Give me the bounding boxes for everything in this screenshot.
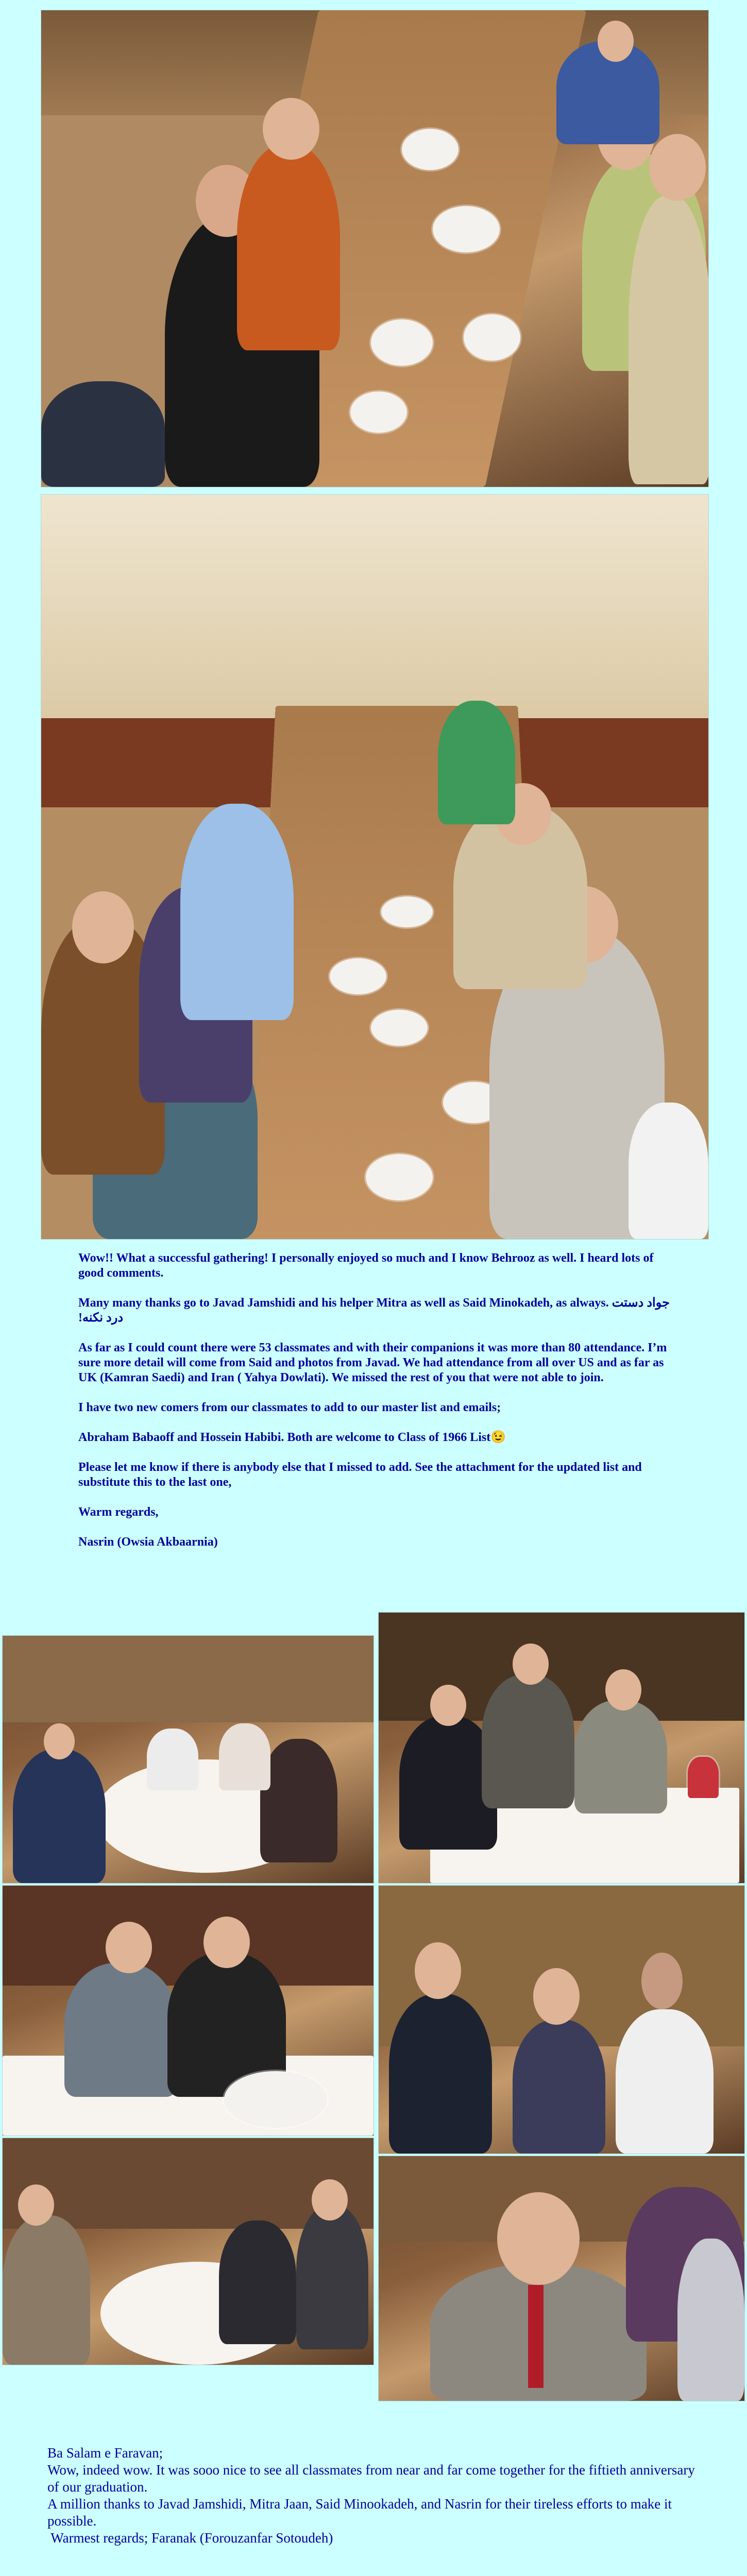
- photo-long-table-full: [41, 495, 708, 1239]
- closing-line-3: A million thanks to Javad Jamshidi, Mitra Jaan, Said Minookadeh, and Nasrin for their tireless efforts to make it possible.: [47, 2496, 672, 2529]
- photo-round-table-group: [3, 1636, 374, 1883]
- letter-body: [78, 1251, 681, 1550]
- closing-greeting: Ba Salam e Faravan;: [47, 2445, 163, 2461]
- letter-paragraph-4: I have two new comers from our classmates to add to our master list and emails;: [78, 1401, 501, 1414]
- letter-paragraph-6: Please let me know if there is anybody else that I missed to add. See the attachment for the updated list and substitute this to the last one,: [78, 1461, 642, 1489]
- letter-paragraph-2: Many many thanks go to Javad Jamshidi and his helper Mitra as well as Said Minokadeh, as always.: [78, 1296, 609, 1310]
- closing-message: [47, 2445, 702, 2547]
- photo-couple-toast: [3, 1886, 374, 2136]
- closing-signature: Warmest regards; Faranak (Forouzanfar Sotoudeh): [47, 2530, 333, 2546]
- photo-table-seated: [3, 2138, 374, 2365]
- closing-line-2: Wow, indeed wow. It was sooo nice to see all classmates from near and far come together for the fiftieth anniversary of our graduation.: [47, 2462, 695, 2495]
- photo-standing-men: [379, 1613, 744, 1883]
- letter-persian-thanks: جواد دستت درد نکنه!: [78, 1296, 670, 1325]
- photo-long-table-ladies: [41, 10, 708, 487]
- letter-signature: Nasrin (Owsia Akbaarnia): [78, 1535, 218, 1549]
- letter-closing: Warm regards,: [78, 1505, 159, 1519]
- letter-paragraph-3: As far as I could count there were 53 classmates and with their companions it was more than 80 attendance. I’m sure more detail will come from Said and photos from Javad. We had attendance from all over US and as far as UK (Kamran Saedi) and Iran ( Yahya Dowlati). We missed the rest of you that were not able to join.: [78, 1341, 667, 1384]
- photo-man-red-tie: [379, 2156, 744, 2401]
- photo-three-guests: [379, 1886, 744, 2154]
- letter-paragraph-5: Abraham Babaoff and Hossein Habibi. Both are welcome to Class of 1966 List😉: [78, 1431, 506, 1444]
- letter-paragraph-1: Wow!! What a successful gathering! I personally enjoyed so much and I know Behrooz as well. I heard lots of good comments.: [78, 1251, 654, 1280]
